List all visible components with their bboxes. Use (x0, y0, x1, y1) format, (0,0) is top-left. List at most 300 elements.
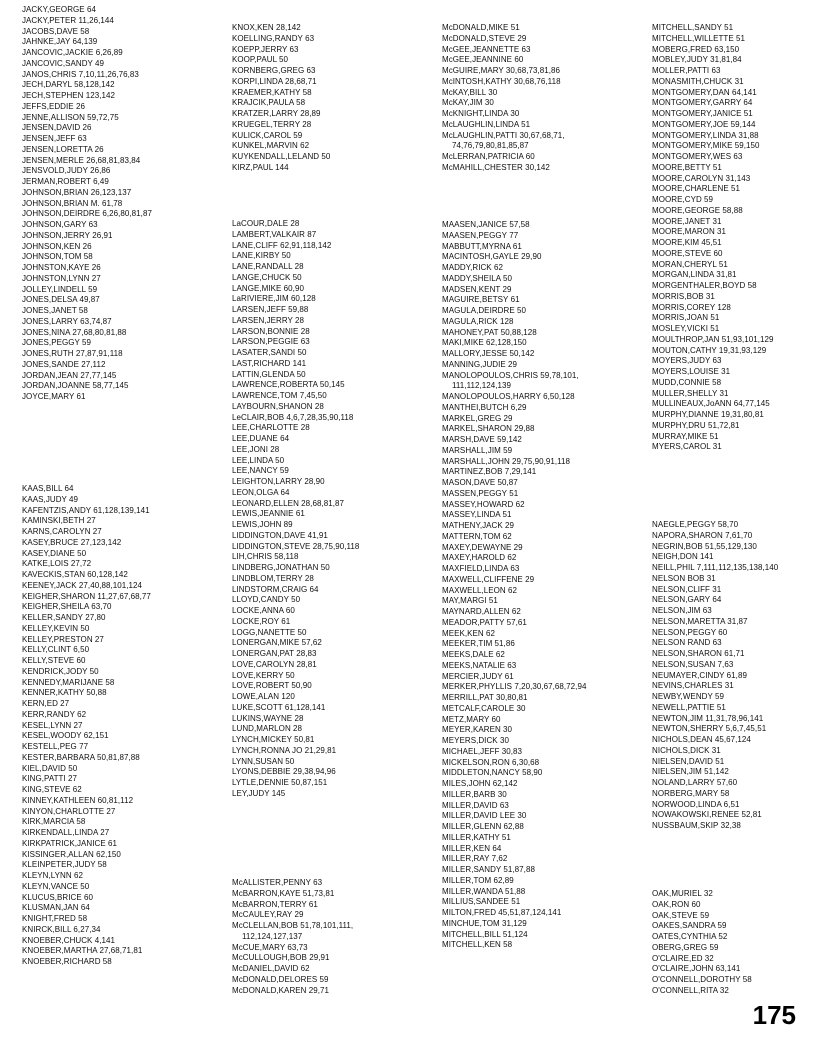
index-group-k-cont (232, 23, 432, 174)
index-entry: MITCHELL,WILLETTE 51 (652, 33, 746, 43)
index-entry: MARTINEZ,BOB 7,29,141 (442, 467, 537, 477)
index-entry: MOYERS,JUDY 63 (652, 356, 722, 366)
index-entry: NORBERG,MARY 58 (652, 788, 730, 798)
index-entry: JACKY,GEORGE 64 (22, 5, 96, 14)
index-entry: MOORE,KIM 45,51 (652, 238, 722, 247)
index-entry: JENSEN,DAVID 26 (22, 123, 92, 133)
index-entry: McCULLOUGH,BOB 29,91 (232, 953, 330, 963)
index-entry: LOVE,KERRY 50 (232, 670, 295, 680)
index-entry-continuation: 112,124,127,137 (242, 931, 303, 941)
index-entry: MAXEY,DEWAYNE 29 (442, 542, 523, 552)
index-entry: JERMAN,ROBERT 6,49 (22, 177, 109, 186)
index-entry: MONTGOMERY,LINDA 31,88 (652, 130, 759, 140)
index-entry: KASEY,BRUCE 27,123,142 (22, 537, 122, 547)
index-entry: MASSEY,LINDA 51 (442, 510, 512, 520)
index-entry: KESEL,LYNN 27 (22, 720, 83, 730)
index-group-mc (232, 878, 432, 996)
index-entry: MANOLOPOULOS,CHRIS 59,78,101, (442, 370, 579, 380)
index-entry: McLERRAN,PATRICIA 60 (442, 152, 535, 161)
index-entry: LYNN,SUSAN 50 (232, 756, 295, 766)
index-entry: JOHNSON,GARY 63 (22, 220, 98, 229)
index-entry: KELLY,CLINT 6,50 (22, 645, 90, 655)
index-entry: MARKEL,SHARON 29,88 (442, 424, 535, 434)
index-entry: LUND,MARLON 28 (232, 724, 303, 734)
index-entry: MEYERS,DICK 30 (442, 736, 509, 745)
index-entry: KEENEY,JACK 27,40,88,101,124 (22, 580, 143, 590)
index-entry: KESTELL,PEG 77 (22, 742, 89, 751)
index-entry: LANE,RANDALL 28 (232, 262, 304, 271)
index-entry: LARSEN,JERRY 28 (232, 315, 305, 325)
index-entry: KRUEGEL,TERRY 28 (232, 119, 312, 129)
index-entry: O'CONNELL,RITA 32 (652, 985, 729, 995)
index-entry: MUDD,CONNIE 58 (652, 377, 722, 387)
index-entry: NEWELL,PATTIE 51 (652, 702, 726, 712)
index-entry: KLUCUS,BRICE 60 (22, 892, 93, 902)
index-entry: KUNKEL,MARVIN 62 (232, 141, 310, 151)
index-entry: JENNE,ALLISON 59,72,75 (22, 112, 119, 122)
index-entry: McKAY,BILL 30 (442, 87, 498, 97)
index-entry: MOUTON,CATHY 19,31,93,129 (652, 345, 767, 355)
index-entry: MAHONEY,PAT 50,88,128 (442, 327, 537, 337)
index-entry: MANNING,JUDIE 29 (442, 359, 518, 369)
index-entry: KNOEBER,CHUCK 4,141 (22, 935, 115, 945)
index-entry: MILLER,KEN 64 (442, 843, 502, 853)
index-entry: MITCHELL,KEN 58 (442, 940, 513, 950)
index-entry: MILLER,GLENN 62,88 (442, 822, 524, 831)
index-entry: LINDSTORM,CRAIG 64 (232, 584, 319, 594)
index-entry: KING,PATTI 27 (22, 774, 78, 784)
index-entry: MONASMITH,CHUCK 31 (652, 76, 744, 86)
index-entry: LeCLAIR,BOB 4,6,7,28,35,90,118 (232, 412, 354, 422)
index-entry: KELLEY,KEVIN 50 (22, 623, 90, 633)
index-entry: KERN,ED 27 (22, 699, 70, 708)
index-entry: JENSVOLD,JUDY 26,86 (22, 166, 111, 176)
index-entry: MORAN,CHERYL 51 (652, 259, 728, 269)
index-entry: MILTON,FRED 45,51,87,124,141 (442, 908, 562, 917)
index-entry: LYNCH,RONNA JO 21,29,81 (232, 745, 337, 755)
index-entry: JENSEN,JEFF 63 (22, 134, 87, 143)
index-entry: KELLER,SANDY 27,80 (22, 613, 106, 622)
index-entry: OAK,RON 60 (652, 899, 701, 909)
index-entry: LEIGHTON,LARRY 28,90 (232, 477, 325, 486)
index-entry: LANE,KIRBY 50 (232, 251, 291, 261)
index-entry: LAWRENCE,ROBERTA 50,145 (232, 380, 345, 390)
index-entry: KOOP,PAUL 50 (232, 55, 289, 65)
index-entry: KNOX,KEN 28,142 (232, 23, 301, 32)
index-entry: MILES,JOHN 62,142 (442, 779, 518, 788)
index-entry: MORGENTHALER,BOYD 58 (652, 281, 757, 290)
index-group-j (22, 5, 222, 403)
index-entry: MOORE,CAROLYN 31,143 (652, 173, 751, 183)
index-entry: KERR,RANDY 62 (22, 709, 87, 719)
index-entry: JONES,SANDE 27,112 (22, 359, 106, 369)
index-entry: LUKINS,WAYNE 28 (232, 713, 304, 723)
index-entry: JORDAN,JOANNE 58,77,145 (22, 381, 129, 391)
page-number: 175 (752, 1000, 796, 1030)
index-entry: LaRIVIERE,JIM 60,128 (232, 294, 316, 304)
index-entry: KRAEMER,KATHY 58 (232, 87, 312, 97)
index-entry: MADDY,SHEILA 50 (442, 273, 512, 283)
index-entry: KINNEY,KATHLEEN 60,81,112 (22, 795, 134, 805)
index-entry: KESTER,BARBARA 50,81,87,88 (22, 752, 140, 762)
index-entry: MERKER,PHYLLIS 7,20,30,67,68,72,94 (442, 682, 587, 692)
index-entry: MILLER,WANDA 51,88 (442, 886, 526, 896)
index-entry: MINCHUE,TOM 31,129 (442, 918, 527, 928)
index-entry: MILLER,DAVID LEE 30 (442, 811, 527, 821)
index-entry: KLEYN,VANCE 50 (22, 881, 90, 891)
index-entry: MABBUTT,MYRNA 61 (442, 241, 522, 251)
index-entry: NELSON,JIM 63 (652, 606, 712, 615)
index-entry: KOEPP,JERRY 63 (232, 44, 299, 54)
index-entry: MEEKS,NATALIE 63 (442, 660, 517, 670)
index-entry: NEWTON,JIM 11,31,78,96,141 (652, 713, 764, 723)
index-entry: O'CONNELL,DOROTHY 58 (652, 975, 752, 984)
index-entry: MONTGOMERY,MIKE 59,150 (652, 141, 760, 151)
index-entry: KELLY,STEVE 60 (22, 656, 86, 665)
index-entry: METZ,MARY 60 (442, 714, 501, 724)
index-entry: LAWRENCE,TOM 7,45,50 (232, 391, 327, 400)
index-entry: LAST,RICHARD 141 (232, 358, 307, 368)
index-entry: O'CLAIRE,JOHN 63,141 (652, 964, 741, 974)
index-entry: OATES,CYNTHIA 52 (652, 932, 728, 941)
index-entry: LEE,JONI 28 (232, 444, 280, 454)
index-entry: MORRIS,BOB 31 (652, 291, 715, 301)
index-entry: KASEY,DIANE 50 (22, 548, 87, 558)
index-entry: KOELLING,RANDY 63 (232, 33, 315, 43)
index-entry: NORWOOD,LINDA 6,51 (652, 799, 740, 809)
index-entry: MAASEN,PEGGY 77 (442, 230, 519, 240)
index-entry: KAMINSKI,BETH 27 (22, 516, 96, 526)
index-entry: NELSON BOB 31 (652, 573, 716, 583)
index-entry: LAMBERT,VALKAIR 87 (232, 229, 317, 239)
index-entry: LOWE,ALAN 120 (232, 692, 295, 701)
index-entry: MATTERN,TOM 62 (442, 531, 512, 541)
index-entry: MOSLEY,VICKI 51 (652, 324, 720, 333)
index-entry: JONES,PEGGY 59 (22, 338, 92, 348)
index-entry: McLAUGHLIN,LINDA 51 (442, 119, 531, 129)
index-entry: JECH,STEPHEN 123,142 (22, 91, 116, 100)
index-entry: JACKY,PETER 11,26,144 (22, 15, 114, 25)
index-entry: MURPHY,DRU 51,72,81 (652, 420, 740, 430)
index-entry: LARSON,PEGGIE 63 (232, 337, 310, 347)
index-entry: McGEE,JEANNETTE 63 (442, 44, 531, 54)
index-entry: MAKI,MIKE 62,128,150 (442, 338, 527, 348)
index-entry: KIRKENDALL,LINDA 27 (22, 828, 110, 837)
index-entry: JOYCE,MARY 61 (22, 392, 86, 401)
index-group-m (442, 220, 642, 951)
index-entry: LOCKE,ROY 61 (232, 616, 291, 626)
index-entry: LATTIN,GLENDA 50 (232, 369, 306, 379)
index-entry: NELSON,PEGGY 60 (652, 627, 728, 637)
index-entry: JOHNSON,BRIAN 26,123,137 (22, 187, 132, 197)
index-group-m-cont (652, 23, 824, 453)
index-entry: McBARRON,TERRY 61 (232, 899, 318, 909)
index-entry: NEUMAYER,CINDY 61,89 (652, 670, 747, 680)
index-entry: McBARRON,KAYE 51,73,81 (232, 888, 335, 898)
index-entry: MACINTOSH,GAYLE 29,90 (442, 252, 542, 262)
index-entry: NELSON,CLIFF 31 (652, 584, 722, 594)
index-entry: JONES,DELSA 49,87 (22, 295, 100, 305)
index-entry: LONERGAN,MIKE 57,62 (232, 638, 322, 648)
index-group-k (22, 484, 222, 968)
index-entry: JANCOVIC,JACKIE 6,26,89 (22, 48, 123, 57)
index-entry: MOLLER,PATTI 63 (652, 66, 721, 75)
index-entry: McINTOSH,KATHY 30,68,76,118 (442, 76, 561, 86)
index-entry: KLEINPETER,JUDY 58 (22, 860, 107, 870)
index-entry: KEIGHER,SHEILA 63,70 (22, 602, 112, 612)
index-entry: KARNS,CAROLYN 27 (22, 527, 102, 536)
index-entry: LEE,CHARLOTTE 28 (232, 423, 310, 433)
index-entry: KUYKENDALL,LELAND 50 (232, 152, 331, 161)
index-entry: LEWIS,JOHN 89 (232, 520, 293, 529)
index-entry: McCUE,MARY 63,73 (232, 942, 308, 952)
index-entry: NIELSEN,DAVID 51 (652, 756, 725, 766)
index-entry: MOBERG,FRED 63,150 (652, 44, 740, 54)
index-entry: JONES,JANET 58 (22, 306, 88, 315)
index-entry: LIH,CHRIS 58,118 (232, 552, 299, 562)
index-entry: MADSEN,KENT 29 (442, 284, 512, 294)
index-entry: NIELSEN,JIM 51,142 (652, 767, 729, 777)
index-entry: MADDY,RICK 62 (442, 263, 503, 272)
index-entry: KENNEDY,MARIJANE 58 (22, 677, 115, 687)
index-entry: MARSHALL,JIM 59 (442, 445, 513, 455)
index-entry: KELLEY,PRESTON 27 (22, 634, 104, 644)
index-entry: MITCHELL,SANDY 51 (652, 23, 734, 32)
index-entry: NEWBY,WENDY 59 (652, 692, 724, 701)
index-entry: MOBLEY,JUDY 31,81,84 (652, 55, 742, 65)
index-entry: MILLER,TOM 62,89 (442, 875, 514, 885)
index-entry: METCALF,CAROLE 30 (442, 703, 526, 713)
index-entry: LOGG,NANETTE 50 (232, 627, 307, 637)
index-entry: KING,STEVE 62 (22, 785, 82, 794)
index-entry: MILLER,SANDY 51,87,88 (442, 865, 535, 874)
index-entry: MANOLOPOULOS,HARRY 6,50,128 (442, 392, 575, 401)
index-entry: LEWIS,JEANNIE 61 (232, 509, 305, 519)
index-entry: LAYBOURN,SHANON 28 (232, 401, 324, 411)
index-entry: KNIRCK,BILL 6,27,34 (22, 924, 101, 934)
index-entry: MERRILL,PAT 30,80,81 (442, 693, 528, 702)
index-entry: MAXWELL,CLIFFENE 29 (442, 574, 535, 584)
index-entry-continuation: 111,112,124,139 (452, 381, 512, 391)
index-entry: McDANIEL,DAVID 62 (232, 964, 310, 973)
index-entry: MORRIS,JOAN 51 (652, 313, 720, 323)
index-entry: LYNCH,MICKEY 50,81 (232, 735, 315, 744)
index-entry: JANCOVIC,SANDY 49 (22, 58, 105, 68)
index-entry: McLAUGHLIN,PATTI 30,67,68,71, (442, 130, 565, 140)
index-entry: JOHNSON,KEN 26 (22, 241, 92, 251)
index-entry: LEONARD,ELLEN 28,68,81,87 (232, 498, 344, 508)
index-entry: KNOEBER,MARTHA 27,68,71,81 (22, 946, 143, 956)
index-entry: MEYER,KAREN 30 (442, 725, 513, 735)
index-entry: NICHOLS,DEAN 45,67,124 (652, 735, 751, 744)
index-entry: NEILL,PHIL 7,111,112,135,138,140 (652, 563, 779, 572)
index-entry: MASSEN,PEGGY 51 (442, 488, 519, 498)
index-entry: MONTGOMERY,JANICE 51 (652, 109, 753, 118)
index-entry: LYONS,DEBBIE 29,38,94,96 (232, 767, 336, 777)
index-entry: JOHNSTON,KAYE 26 (22, 263, 101, 272)
index-entry: LANE,CLIFF 62,91,118,142 (232, 240, 332, 250)
index-entry: JENSEN,MERLE 26,68,81,83,84 (22, 155, 141, 165)
index-entry: JOHNSON,TOM 58 (22, 252, 93, 262)
index-entry: KLUSMAN,JAN 64 (22, 903, 90, 913)
index-entry: NELSON,SHARON 61,71 (652, 649, 745, 658)
index-entry: MOORE,JANET 31 (652, 216, 722, 226)
index-entry: JOHNSON,JERRY 26,91 (22, 230, 113, 240)
index-entry: MOORE,GEORGE 58,88 (652, 205, 743, 215)
index-entry: MONTGOMERY,JOE 59,144 (652, 119, 756, 129)
index-entry: MATHENY,JACK 29 (442, 521, 515, 530)
index-entry: OBERG,GREG 59 (652, 942, 719, 952)
index-group-n (652, 520, 824, 832)
index-entry: KIRKPATRICK,JANICE 61 (22, 838, 117, 848)
index-entry: MILLER,RAY 7,62 (442, 854, 508, 864)
index-entry: MOORE,CYD 59 (652, 195, 714, 204)
index-entry: MILLER,KATHY 51 (442, 832, 511, 842)
index-entry: McCAULEY,RAY 29 (232, 910, 304, 920)
index-entry: JONES,LARRY 63,74,87 (22, 316, 112, 326)
index-entry: JONES,RUTH 27,87,91,118 (22, 349, 123, 358)
index-entry: NOLAND,LARRY 57,60 (652, 778, 738, 787)
index-entry: KIEL,DAVID 50 (22, 763, 78, 773)
index-entry: MILLER,BARB 30 (442, 789, 507, 799)
index-entry: KENDRICK,JODY 50 (22, 666, 99, 676)
index-entry: LEY,JUDY 145 (232, 788, 286, 798)
index-entry: LYTLE,DENNIE 50,87,151 (232, 778, 328, 787)
index-entry: KESEL,WOODY 62,151 (22, 731, 109, 741)
index-entry: MORRIS,COREY 128 (652, 302, 731, 312)
index-entry: MANTHEI,BUTCH 6,29 (442, 402, 527, 412)
index-entry: LIDDINGTON,STEVE 28,75,90,118 (232, 541, 360, 551)
index-entry: MERCIER,JUDY 61 (442, 671, 514, 681)
index-entry: McDONALD,DELORES 59 (232, 974, 329, 984)
index-entry: MONTGOMERY,DAN 64,141 (652, 87, 757, 97)
index-entry: LASATER,SANDI 50 (232, 348, 307, 357)
index-entry: KORPI,LINDA 28,68,71 (232, 76, 317, 86)
index-entry: JAHNKE,JAY 64,139 (22, 37, 98, 47)
index-entry: NEVINS,CHARLES 31 (652, 681, 734, 691)
index-entry: JOHNSTON,LYNN 27 (22, 273, 101, 283)
index-entry: KRATZER,LARRY 28,89 (232, 109, 321, 118)
index-group-o (652, 889, 824, 997)
index-entry: MYERS,CAROL 31 (652, 442, 722, 452)
index-entry: LANGE,CHUCK 50 (232, 272, 302, 282)
index-entry: LINDBLOM,TERRY 28 (232, 573, 314, 583)
index-entry: McGUIRE,MARY 30,68,73,81,86 (442, 66, 561, 75)
index-entry: OAK,MURIEL 32 (652, 889, 713, 898)
index-entry: KNIGHT,FRED 58 (22, 914, 88, 923)
index-entry: MEEKS,DALE 62 (442, 650, 505, 659)
index-entry: MALLORY,JESSE 50,142 (442, 349, 535, 358)
index-entry: NOWAKOWSKI,RENEE 52,81 (652, 810, 762, 820)
index-entry: KENNER,KATHY 50,88 (22, 688, 107, 698)
index-entry: LEE,DUANE 64 (232, 434, 290, 443)
index-entry: NELSON,SUSAN 7,63 (652, 659, 734, 669)
index-group-l (232, 219, 432, 800)
index-entry: MAXWELL,LEON 62 (442, 585, 517, 595)
index-entry: KEIGHER,SHARON 11,27,67,68,77 (22, 591, 151, 601)
index-entry: NELSON,MARETTA 31,87 (652, 616, 748, 626)
index-entry: MURPHY,DIANNE 19,31,80,81 (652, 410, 764, 419)
index-entry: MAGULA,RICK 128 (442, 316, 514, 326)
index-entry: MOORE,CHARLENE 51 (652, 184, 740, 194)
index-entry: NEWTON,SHERRY 5,6,7,45,51 (652, 724, 767, 734)
index-entry: KAVECKIS,STAN 60,128,142 (22, 570, 128, 579)
index-entry: McCLELLAN,BOB 51,78,101,111, (232, 921, 354, 930)
index-entry: LARSEN,JEFF 59,88 (232, 305, 309, 314)
index-entry: MAYNARD,ALLEN 62 (442, 607, 521, 616)
index-entry: LEE,LINDA 50 (232, 455, 285, 465)
index-entry: NAEGLE,PEGGY 58,70 (652, 520, 739, 529)
index-entry: MICKELSON,RON 6,30,68 (442, 757, 540, 767)
index-entry: NUSSBAUM,SKIP 32,38 (652, 821, 741, 830)
index-entry: McDONALD,STEVE 29 (442, 33, 527, 43)
index-entry: MAXFIELD,LINDA 63 (442, 564, 520, 573)
index-entry: NELSON,GARY 64 (652, 595, 722, 605)
index-entry: MAGULA,DEIRDRE 50 (442, 306, 526, 315)
index-entry: MOORE,STEVE 60 (652, 248, 723, 258)
index-entry: KRAJCIK,PAULA 58 (232, 98, 306, 108)
index-entry: MOYERS,LOUISE 31 (652, 367, 731, 376)
index-entry: MORGAN,LINDA 31,81 (652, 270, 737, 280)
index-entry: MEEKER,TIM 51,86 (442, 639, 515, 649)
index-entry: LIDDINGTON,DAVE 41,91 (232, 530, 328, 540)
index-entry: JOLLEY,LINDELL 59 (22, 284, 98, 294)
index-entry: LLOYD,CANDY 50 (232, 595, 301, 605)
index-entry: MARKEL,GREG 29 (442, 413, 513, 423)
index-entry: LOCKE,ANNA 60 (232, 606, 295, 615)
index-entry: KAFENTZIS,ANDY 61,128,139,141 (22, 505, 150, 515)
index-entry-continuation: 74,76,79,80,81,85,87 (452, 141, 529, 151)
index-entry: KULICK,CAROL 59 (232, 130, 303, 140)
index-entry: KATKE,LOIS 27,72 (22, 559, 92, 569)
index-entry: MILLIUS,SANDEE 51 (442, 897, 521, 907)
index-entry: KNOEBER,RICHARD 58 (22, 957, 112, 966)
index-entry: LOVE,ROBERT 50,90 (232, 681, 312, 691)
index-entry: JENSEN,LORETTA 26 (22, 144, 104, 154)
index-entry: NELSON RAND 63 (652, 638, 722, 648)
index-entry: LONERGAN,PAT 28,83 (232, 649, 317, 658)
index-entry: KAAS,BILL 64 (22, 484, 74, 493)
index-entry: MARSH,DAVE 59,142 (442, 435, 522, 444)
index-entry: MAGUIRE,BETSY 61 (442, 295, 520, 305)
index-entry: MITCHELL,BILL 51,124 (442, 929, 528, 939)
index-entry: MASON,DAVE 50,87 (442, 478, 518, 487)
index-entry: MONTGOMERY,WES 63 (652, 152, 743, 161)
index-entry: MARSHALL,JOHN 29,75,90,91,118 (442, 456, 571, 466)
index-entry: LUKE,SCOTT 61,128,141 (232, 702, 326, 712)
index-entry: NEGRIN,BOB 51,55,129,130 (652, 541, 757, 551)
index-entry: KIRK,MARCIA 58 (22, 817, 86, 827)
index-entry: McALLISTER,PENNY 63 (232, 878, 323, 887)
index-entry: MOORE,BETTY 51 (652, 162, 722, 172)
index-entry: OAK,STEVE 59 (652, 910, 710, 920)
index-entry: LANGE,MIKE 60,90 (232, 283, 304, 293)
index-group-mc-cont (442, 23, 642, 174)
index-entry: KISSINGER,ALLAN 62,150 (22, 849, 121, 859)
index-entry: KAAS,JUDY 49 (22, 494, 79, 504)
index-entry: McKNIGHT,LINDA 30 (442, 109, 520, 118)
index-entry: JACOBS,DAVE 58 (22, 26, 90, 36)
index-entry: MURRAY,MIKE 51 (652, 431, 719, 441)
index-entry: MOORE,MARON 31 (652, 227, 727, 237)
index-entry: JEFFS,EDDIE 26 (22, 101, 85, 111)
index-entry: LEON,OLGA 64 (232, 487, 290, 497)
index-entry: McDONALD,KAREN 29,71 (232, 985, 330, 995)
index-entry: McMAHILL,CHESTER 30,142 (442, 162, 550, 172)
index-entry: MICHAEL,JEFF 30,83 (442, 746, 523, 756)
index-entry: MOULTHROP,JAN 51,93,101,129 (652, 334, 774, 344)
index-entry: LEE,NANCY 59 (232, 466, 289, 476)
